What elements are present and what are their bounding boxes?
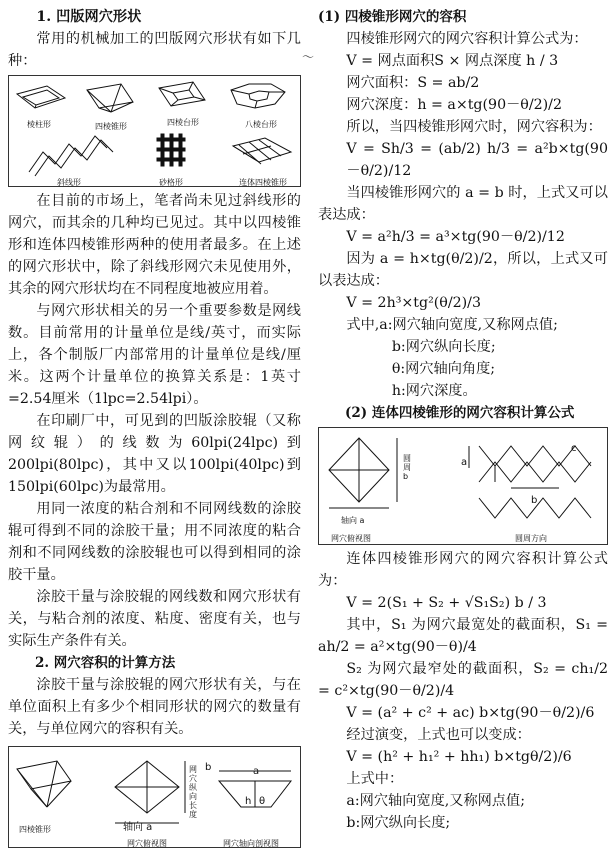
paragraph: 用同一浓度的粘合剂和不同网线数的涂胶辊可得到不同的涂胶干量；用不同浓度的粘合剂和不同网线数的涂胶辊也可以得到相同的涂胶干量。: [8, 501, 301, 583]
figure-label: 圆周 b: [403, 454, 411, 481]
subsection-heading-2: (2) 连体四棱锥形的网穴容积计算公式: [345, 405, 575, 421]
section-heading-2: 2. 网穴容积的计算方法: [35, 655, 176, 671]
figure-label: 网穴纵向长度: [189, 765, 197, 819]
paragraph: 涂胶干量与涂胶辊的网线数和网穴形状有关，与粘合剂的浓度、粘度、密度有关，也与实际生产条件有关。: [8, 589, 301, 649]
figure-cell-shapes: [8, 75, 301, 187]
paragraph: 在目前的市场上，笔者尚未见过斜线形的网穴，而其余的几种均已见过。其中以四棱锥形和连体四棱锥形两种的使用者最多。在上述的网穴形状中，除了斜线形网穴未见使用外，其余的网穴形状均在不同程度地被应用着。: [8, 193, 301, 297]
figure-label: c: [571, 443, 577, 454]
figure-label: 轴向 a: [341, 516, 365, 525]
figure-label: a: [253, 766, 260, 777]
figure-label: 圆周方向: [515, 534, 547, 543]
shape-label: 四棱锥形: [95, 122, 127, 131]
equation: 网穴面积：S = ab/2: [346, 75, 480, 91]
paragraph: 与网穴形状相关的另一个重要参数是网线数。目前常用的计量单位是线/英寸，而实际上，各个制版厂内部常用的计量单位是线/厘米。这两个计量单位的换算关系是：1英寸=2.54厘米（1lpc=2.54lpi）。: [8, 303, 301, 407]
where-line: b:网穴纵向长度;: [346, 815, 451, 831]
figure-connected-pyramid: [318, 427, 608, 545]
equation: V = 网点面积S × 网点深度 h / 3: [346, 53, 559, 69]
figure-label: a: [461, 457, 468, 468]
equation: V = (a² + c² + ac) b×tg(90－θ/2)/6: [346, 705, 595, 721]
where-line: b:网穴纵向长度;: [391, 339, 496, 355]
figure-pyramid-cell: [8, 746, 301, 848]
where-line: 式中,a:网穴轴向宽度,又称网点值;: [346, 317, 558, 333]
equation: V = 2h³×tg²(θ/2)/3: [346, 295, 481, 311]
equation: V = Sh/3 = (ab/2) h/3 = a²b×tg(90－θ/2)/12: [346, 141, 608, 179]
paragraph: 当四棱锥形网穴的 a = b 时，上式又可以表达成：: [318, 185, 608, 223]
shape-label: 棱柱形: [27, 120, 51, 129]
shape-label: 砂格形: [159, 178, 183, 187]
paragraph: 常用的机械加工的凹版网穴形状有如下几种：: [8, 31, 301, 69]
right-column: [318, 6, 608, 834]
figure-label: 网穴俯视图: [127, 839, 167, 848]
paragraph: 四棱锥形网穴的网穴容积计算公式为：: [346, 31, 588, 47]
figure-label: 四棱锥形: [19, 825, 51, 834]
paragraph: S₂ 为网穴最窄处的截面积，S₂ = ch₁/2 = c²×tg(90－θ/2)/4: [318, 661, 608, 699]
left-column: [8, 6, 301, 851]
subsection-heading-1: (1) 四棱锥形网穴的容积: [318, 9, 467, 25]
paragraph: 经过演变，上式也可以变成：: [346, 727, 531, 743]
figure-label: b: [531, 495, 538, 506]
figure-label: 网穴轴向剖视图: [223, 839, 279, 848]
shape-label: 连体四棱锥形: [239, 178, 287, 187]
paragraph: 其中，S₁ 为网穴最宽处的截面积，S₁ = ah/2 = a²×tg(90－θ)/4: [318, 617, 608, 655]
where-line: θ:网穴轴向角度;: [391, 361, 496, 377]
figure-label: θ: [259, 796, 266, 807]
where-line: h:网穴深度。: [391, 383, 477, 399]
equation: V = 2(S₁ + S₂ + √S₁S₂) b / 3: [346, 595, 547, 611]
shape-label: 四棱台形: [167, 118, 199, 127]
figure-label: 网穴俯视图: [331, 534, 371, 543]
paragraph: 涂胶干量与涂胶辊的网穴形状有关，与在单位面积上有多少个相同形状的网穴的数量有关，与单位网穴的容积有关。: [8, 677, 301, 737]
paragraph: 因为 a = h×tg(θ/2)/2，所以，上式又可以表达成：: [318, 251, 608, 289]
section-heading-1: 1. 凹版网穴形状: [36, 9, 142, 25]
equation: 网穴深度：h = a×tg(90－θ/2)/2: [346, 97, 562, 113]
paragraph: 在印刷厂中，可见到的凹版涂胶辊（又称网纹辊）的线数为60lpi(24lpc)到200lpi(80lpc)，其中又以100lpi(40lpc)到150lpi(60lpc)为最常用。: [8, 413, 301, 495]
figure-label: h: [245, 796, 252, 807]
paragraph: 上式中：: [346, 771, 404, 787]
shape-label: 斜线形: [57, 178, 81, 187]
paragraph: 所以，当四棱锥形网穴时，网穴容积为：: [346, 119, 602, 135]
margin-mark: 〜: [302, 50, 315, 64]
shape-label: 八棱台形: [245, 120, 277, 129]
equation: V = (h² + h₁² + hh₁) b×tgθ/2)/6: [346, 749, 572, 765]
where-line: a:网穴轴向宽度,又称网点值;: [346, 793, 525, 809]
figure-label: b: [205, 762, 212, 773]
figure-label: 轴向 a: [123, 822, 153, 833]
equation: V = a²h/3 = a³×tg(90－θ/2)/12: [346, 229, 565, 245]
paragraph: 连体四棱锥形网穴的网穴容积计算公式为：: [318, 551, 608, 589]
